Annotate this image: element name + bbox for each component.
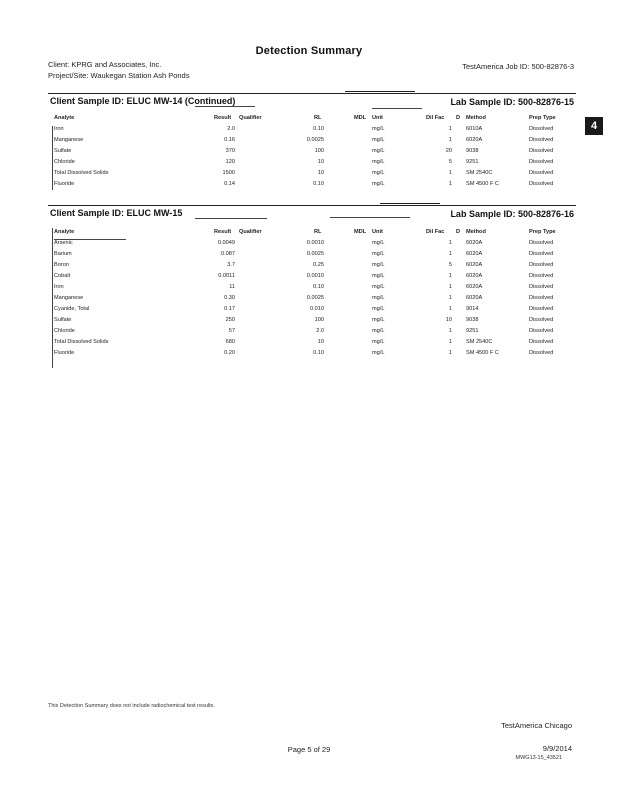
col-dil-fac: Dil Fac [426,229,445,235]
col-dil-fac: Dil Fac [426,115,445,121]
section1-underline [195,106,255,107]
table-row: Cyanide, Total 0.17 0.010 mg/L 1 9014 Dissolved [54,306,554,312]
section-tab-marker: 4 [585,117,603,135]
col-rl: RL [314,115,322,121]
section2-underline [195,218,267,219]
table-row: Sulfate 250 100 mg/L 10 9038 Dissolved [54,317,554,323]
table-row: Chloride 120 10 mg/L 5 9251 Dissolved [54,159,554,165]
section1-accent-rule [345,91,415,92]
col-method: Method [466,115,486,121]
col-analyte: Analyte [54,229,75,235]
table-row: Arsenic 0.0049 0.0010 mg/L 1 6020A Dissolved [54,240,554,246]
col-prep-type: Prep Type [529,229,556,235]
project-line: Project/Site: Waukegan Station Ash Ponds [48,71,190,80]
footer-note: This Detection Summary does not include radiochemical test results. [48,703,215,709]
section1-table [52,115,582,195]
section2-accent-rule [380,203,440,204]
section1-left-bracket [52,126,53,190]
col-d: D [456,229,461,235]
table-row: Barium 0.087 0.0025 mg/L 1 6020A Dissolved [54,251,554,257]
col-unit: Unit [372,229,383,235]
table-row: Cobalt 0.0011 0.0010 mg/L 1 6020A Dissolved [54,273,554,279]
section2-client-sample-id: Client Sample ID: ELUC MW-15 [50,208,183,218]
col-rl: RL [314,229,322,235]
col-result: Result [214,229,232,235]
col-d: D [456,115,461,121]
section2-header-underline [54,239,126,240]
table-row: Fluoride 0.14 0.10 mg/L 1 SM 4500 F C Dissolved [54,181,554,187]
section2-lab-sample-id: Lab Sample ID: 500-82876-16 [450,209,574,219]
document-id: MWG13-15_43521 [515,755,562,761]
col-method: Method [466,229,486,235]
col-prep-type: Prep Type [529,115,556,121]
col-qualifier: Qualifier [239,115,262,121]
table-row: Sulfate 370 100 mg/L 20 9038 Dissolved [54,148,554,154]
table-row: Iron 2.0 0.10 mg/L 1 6010A Dissolved [54,126,554,132]
lab-name: TestAmerica Chicago [501,721,572,730]
page-title: Detection Summary [255,45,363,57]
section1-top-rule [48,93,576,94]
table-row: Chloride 57 2.0 mg/L 1 9251 Dissolved [54,328,554,334]
table-row: Manganese 0.16 0.0025 mg/L 1 6020A Dissolved [54,137,554,143]
section1-client-sample-id: Client Sample ID: ELUC MW-14 (Continued) [50,96,236,106]
section2-top-rule [48,205,576,206]
client-line: Client: KPRG and Associates, Inc. [48,60,162,69]
table-row: Total Dissolved Solids 1500 10 mg/L 1 SM 2540C Dissolved [54,170,554,176]
section2-underline-2 [330,217,410,218]
col-result: Result [214,115,232,121]
section1-header-row [52,115,612,125]
section1-lab-sample-id: Lab Sample ID: 500-82876-15 [450,97,574,107]
col-analyte: Analyte [54,115,75,121]
col-mdl: MDL [354,115,367,121]
table-row: Fluoride 0.20 0.10 mg/L 1 SM 4500 F C Dissolved [54,350,554,356]
col-unit: Unit [372,115,383,121]
table-row: Iron 11 0.10 mg/L 1 6020A Dissolved [54,284,554,290]
table-row: Manganese 0.30 0.0025 mg/L 1 6020A Dissolved [54,295,554,301]
section1-underline-2 [372,108,422,109]
table-row: Total Dissolved Solids 680 10 mg/L 1 SM 2540C Dissolved [54,339,554,345]
section2-table [52,229,582,369]
col-mdl: MDL [354,229,367,235]
page-number: Page 5 of 29 [287,745,331,754]
col-qualifier: Qualifier [239,229,262,235]
job-id: TestAmerica Job ID: 500-82876-3 [462,62,574,71]
section2-left-bracket [52,228,53,368]
table-row: Boron 3.7 0.25 mg/L 5 6020A Dissolved [54,262,554,268]
section2-header-row [52,229,612,239]
report-date: 9/9/2014 [542,744,572,753]
